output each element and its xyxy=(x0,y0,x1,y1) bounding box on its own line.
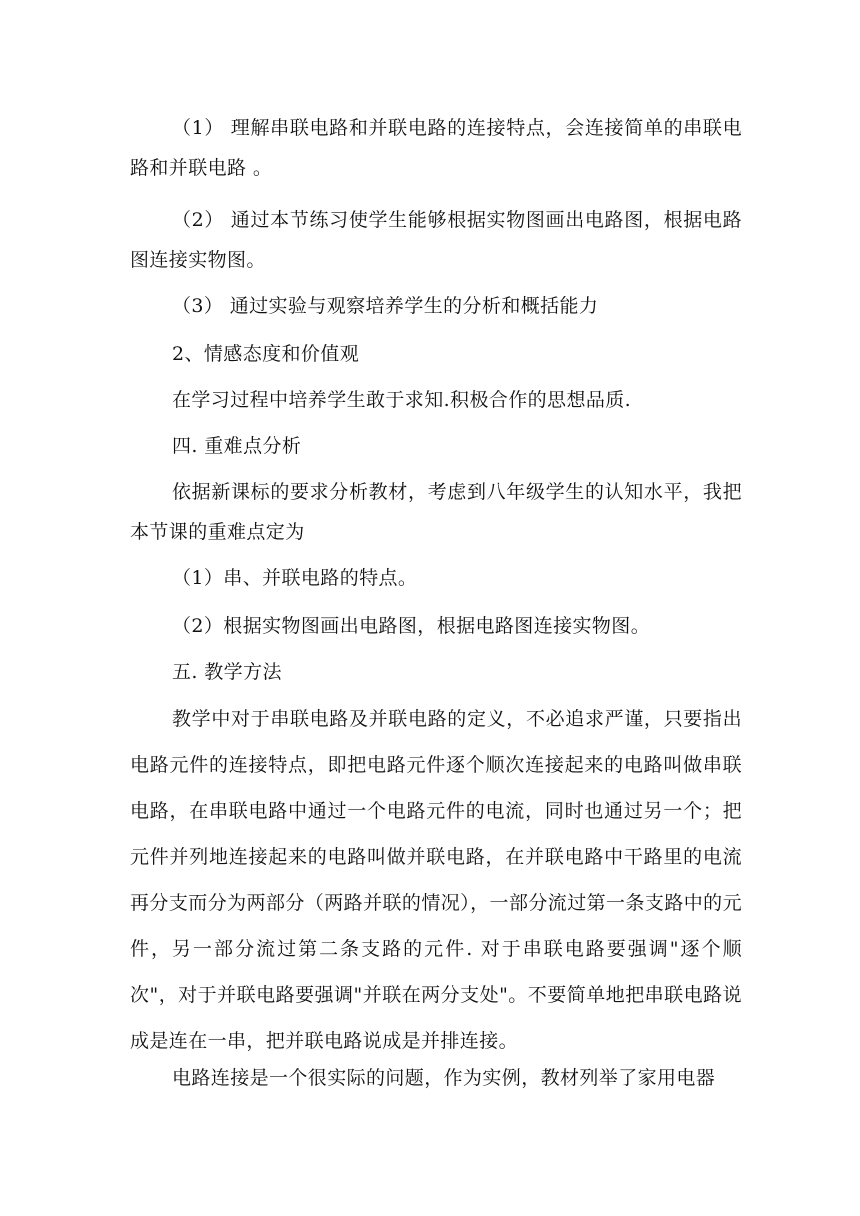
section-emotion-text: 在学习过程中培养学生敢于求知.积极合作的思想品质. xyxy=(172,389,632,411)
closing-text: 电路连接是一个很实际的问题，作为实例，教材列举了家用电器 xyxy=(172,1067,716,1089)
section-method-title: 五. 教学方法 xyxy=(172,661,282,683)
objective-2: （2） 通过本节练习使学生能够根据实物图画出电路图，根据电路图连接实物图。 xyxy=(130,209,742,271)
difficulty-point-1: （1）串、并联电路的特点。 xyxy=(172,567,418,589)
section-difficulty-text: 依据新课标的要求分析教材，考虑到八年级学生的认知水平，我把本节课的重难点定为 xyxy=(130,481,742,543)
section-emotion-title: 2、情感态度和价值观 xyxy=(172,343,360,365)
section-method-text: 教学中对于串联电路及并联电路的定义，不必追求严谨，只要指出电路元件的连接特点，即把电路元件逐个顺次连接起来的电路叫做串联电路，在串联电路中通过一个电路元件的电流，同时也通过另一个；把元件并列地连接起来的电路叫做并联电路，在并联电路中干路里的电流再分支而分为两部分（两路并联的情况），一部分流过第一条支路中的元件，另一部分流过第二条支路的元件. 对于串联电路要强调"逐个顺次"，对于并联电路要强调"并联在两分支处"。不要简单地把串联电路说成是连在一串，把并联电路说成是并排连接。 xyxy=(130,708,742,1052)
difficulty-point-2: （2）根据实物图画出电路图，根据电路图连接实物图。 xyxy=(172,615,651,637)
objective-3: （3） 通过实验与观察培养学生的分析和概括能力 xyxy=(172,295,599,317)
section-difficulty-title: 四. 重难点分析 xyxy=(172,435,302,457)
objective-1: （1） 理解串联电路和并联电路的连接特点，会连接简单的串联电路和并联电路 。 xyxy=(130,117,742,179)
